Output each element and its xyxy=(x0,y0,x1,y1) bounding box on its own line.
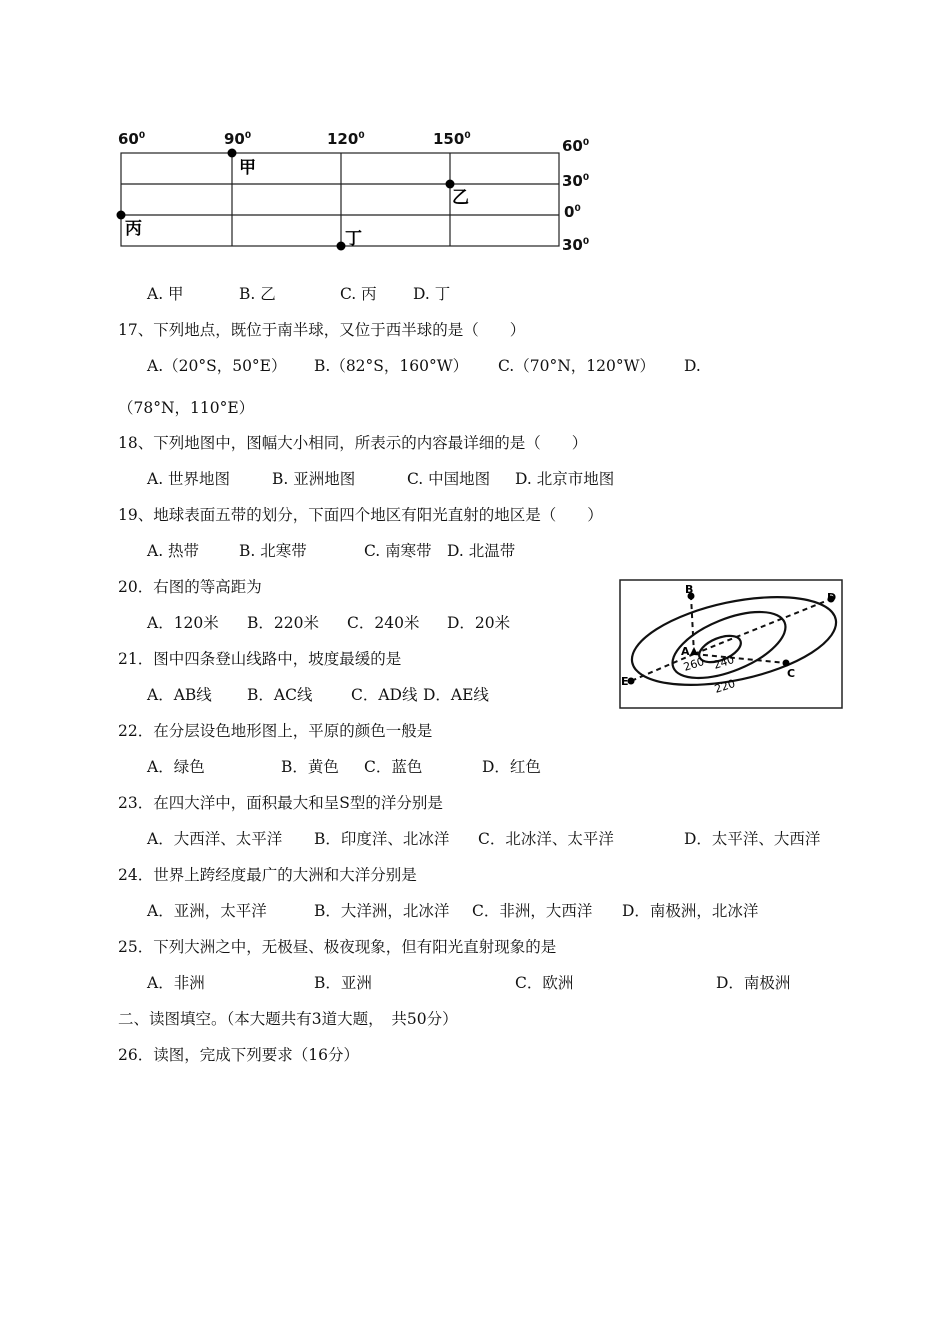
q17-option-c: C.（70°N，120°W） xyxy=(498,357,656,375)
q25-option-c: C．欧洲 xyxy=(515,974,574,992)
q21-option-b: B．AC线 xyxy=(247,686,313,704)
q18-option-a: A. 世界地图 xyxy=(147,470,231,488)
q20-option-a: A．120米 xyxy=(147,614,219,632)
q24-option-c: C．非洲，大西洋 xyxy=(472,902,593,920)
q25-option-b: B．亚洲 xyxy=(314,974,372,992)
q19-option-d: D. 北温带 xyxy=(447,542,516,560)
q21-stem: 21．图中四条登山线路中，坡度最缓的是 xyxy=(118,650,402,668)
q21-option-c: C．AD线 xyxy=(351,686,418,704)
point-b-label: B xyxy=(685,583,694,596)
q23-option-b: B．印度洋、北冰洋 xyxy=(314,830,450,848)
q16-option-d: D. 丁 xyxy=(413,285,451,303)
lon-label-150: $150^0$ xyxy=(433,130,471,148)
q26-stem: 26．读图，完成下列要求（16分） xyxy=(118,1046,359,1064)
lat-label-0: $0^0$ xyxy=(564,203,581,221)
q19-stem: 19、地球表面五带的划分，下面四个地区有阳光直射的地区是（ ） xyxy=(118,506,603,524)
q24-option-b: B．大洋洲，北冰洋 xyxy=(314,902,450,920)
q17-option-a: A.（20°S，50°E） xyxy=(147,357,287,375)
q17-stem: 17、下列地点，既位于南半球，又位于西半球的是（ ） xyxy=(118,321,526,339)
q22-stem: 22．在分层设色地形图上，平原的颜色一般是 xyxy=(118,722,433,740)
q19-option-b: B. 北寒带 xyxy=(239,542,307,560)
lat-label-30s: $30^0$ xyxy=(562,236,590,254)
q18-option-c: C. 中国地图 xyxy=(407,470,491,488)
q19-option-a: A. 热带 xyxy=(147,542,200,560)
q20-option-c: C．240米 xyxy=(347,614,420,632)
q17-option-d-value: （78°N，110°E） xyxy=(118,399,255,417)
q18-stem: 18、下列地图中，图幅大小相同，所表示的内容最详细的是（ ） xyxy=(118,434,588,452)
elevation-220: 220 xyxy=(712,677,737,696)
point-yi-label: 乙 xyxy=(452,188,469,208)
lat-lon-grid-map xyxy=(0,120,620,260)
q16-option-c: C. 丙 xyxy=(340,285,377,303)
point-d-label: D xyxy=(827,591,837,604)
q18-option-d: D. 北京市地图 xyxy=(515,470,615,488)
q24-option-a: A．亚洲，太平洋 xyxy=(147,902,267,920)
lon-label-60: $60^0$ xyxy=(118,130,146,148)
q22-option-d: D．红色 xyxy=(482,758,541,776)
q24-option-d: D．南极洲，北冰洋 xyxy=(622,902,759,920)
point-c-label: C xyxy=(787,667,796,680)
elevation-240: 240 xyxy=(711,653,736,672)
point-jia-marker xyxy=(228,149,237,158)
q21-option-d: D．AE线 xyxy=(423,686,489,704)
q16-option-a: A. 甲 xyxy=(147,285,184,303)
point-e-marker xyxy=(628,678,635,685)
point-a-label: A xyxy=(681,645,690,658)
contour-map xyxy=(619,579,845,711)
q23-option-d: D．太平洋、大西洋 xyxy=(684,830,821,848)
q20-stem: 20．右图的等高距为 xyxy=(118,578,262,596)
lon-label-120: $120^0$ xyxy=(327,130,365,148)
q25-option-d: D．南极洲 xyxy=(716,974,791,992)
q20-option-b: B．220米 xyxy=(247,614,319,632)
q25-option-a: A．非洲 xyxy=(147,974,205,992)
elevation-260: 260 xyxy=(681,655,706,674)
lon-label-90: $90^0$ xyxy=(224,130,252,148)
point-c-marker xyxy=(783,660,790,667)
q17-option-d: D. xyxy=(684,357,701,375)
q20-option-d: D．20米 xyxy=(447,614,511,632)
q23-stem: 23．在四大洋中，面积最大和呈S型的洋分别是 xyxy=(118,794,443,812)
q25-stem: 25．下列大洲之中，无极昼、极夜现象，但有阳光直射现象的是 xyxy=(118,938,557,956)
q22-option-a: A．绿色 xyxy=(147,758,205,776)
section-2-heading: 二、读图填空。（本大题共有3道大题， 共50分） xyxy=(118,1010,458,1028)
point-ding-label: 丁 xyxy=(345,229,362,249)
q23-option-c: C．北冰洋、太平洋 xyxy=(478,830,614,848)
point-bing-label: 丙 xyxy=(125,219,142,239)
q17-option-b: B.（82°S，160°W） xyxy=(314,357,469,375)
q22-option-c: C．蓝色 xyxy=(364,758,423,776)
q23-option-a: A．大西洋、太平洋 xyxy=(147,830,283,848)
lat-label-30n: $30^0$ xyxy=(562,172,590,190)
q18-option-b: B. 亚洲地图 xyxy=(272,470,356,488)
lat-label-60: $60^0$ xyxy=(562,137,590,155)
q22-option-b: B．黄色 xyxy=(281,758,339,776)
q24-stem: 24．世界上跨经度最广的大洲和大洋分别是 xyxy=(118,866,417,884)
point-e-label: E xyxy=(621,675,629,688)
q21-option-a: A．AB线 xyxy=(147,686,212,704)
q19-option-c: C. 南寒带 xyxy=(364,542,432,560)
q16-option-b: B. 乙 xyxy=(239,285,276,303)
point-jia-label: 甲 xyxy=(239,158,256,178)
